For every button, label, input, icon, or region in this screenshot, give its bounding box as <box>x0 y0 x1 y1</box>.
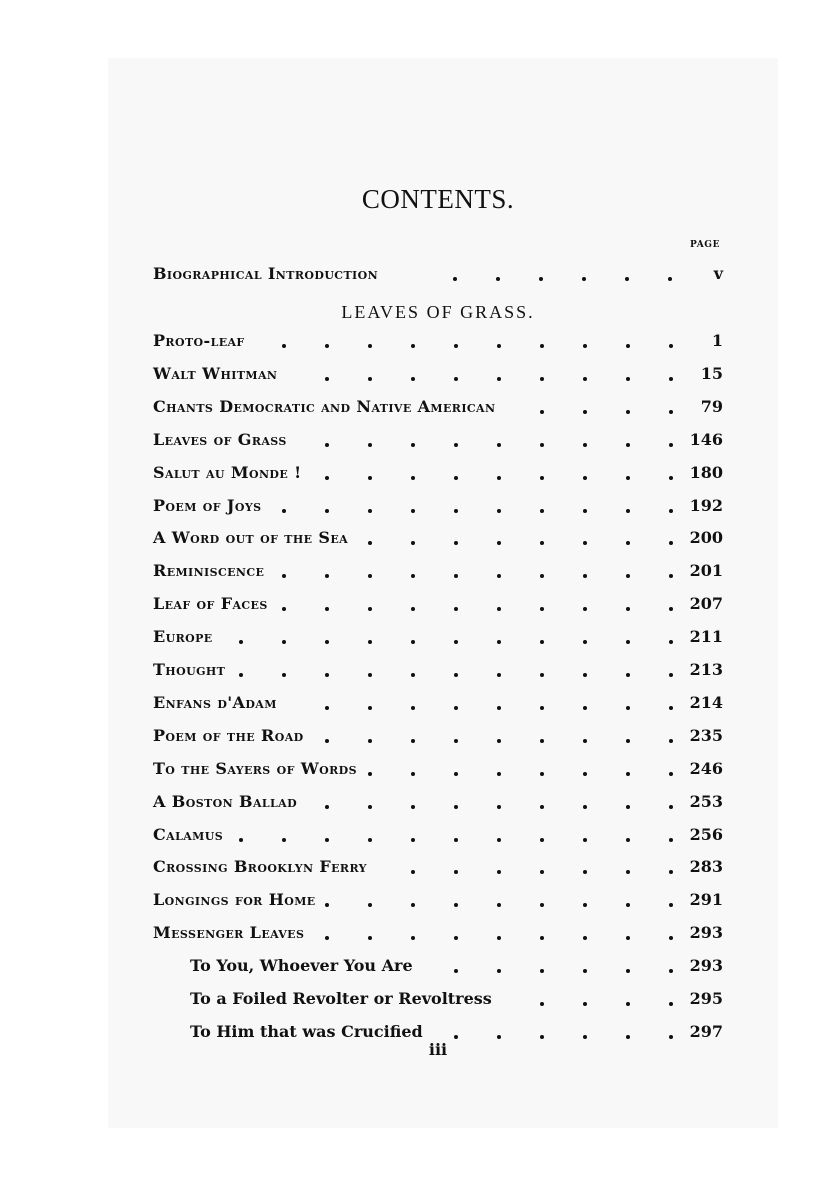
leader-dot <box>411 838 415 842</box>
toc-entry-title: To the Sayers of Words <box>153 758 357 778</box>
toc-row <box>153 561 723 585</box>
toc-row <box>153 890 723 914</box>
leader-dot <box>325 936 329 940</box>
section-title: LEAVES OF GRASS. <box>341 302 535 322</box>
leader-dot <box>411 936 415 940</box>
toc-entry-title: Enfans d'Adam <box>153 692 277 712</box>
leader-dot <box>497 673 501 677</box>
leader-dot <box>411 574 415 578</box>
leader-dot <box>497 739 501 743</box>
leader-dot <box>454 476 458 480</box>
leader-dot <box>368 344 372 348</box>
toc-row <box>153 923 723 947</box>
toc-row <box>153 989 723 1013</box>
toc-row <box>153 594 723 618</box>
leader-dot <box>325 706 329 710</box>
leader-dot <box>454 969 458 973</box>
leader-dot <box>411 706 415 710</box>
leader-dot <box>626 541 630 545</box>
leader-dot <box>540 476 544 480</box>
leader-dot <box>583 640 587 644</box>
leader-dot <box>368 739 372 743</box>
leader-dot <box>368 805 372 809</box>
leader-dots <box>153 825 673 849</box>
toc-entry-page: 246 <box>689 758 723 778</box>
leader-dot <box>368 574 372 578</box>
toc-entry-title: To a Foiled Revolter or Revoltress <box>190 989 492 1008</box>
leader-dot <box>540 739 544 743</box>
leader-dot <box>368 903 372 907</box>
leader-dot <box>497 541 501 545</box>
leader-dot <box>583 936 587 940</box>
toc-entry-page: 297 <box>689 1021 723 1041</box>
leader-dot <box>626 936 630 940</box>
leader-dot <box>540 1002 544 1006</box>
leader-dot <box>411 607 415 611</box>
leader-dot <box>497 706 501 710</box>
toc-entry-page: 79 <box>700 396 723 416</box>
leader-dot <box>497 969 501 973</box>
leader-dot <box>497 509 501 513</box>
leader-dot <box>540 903 544 907</box>
toc-entry-page: 214 <box>689 692 723 712</box>
leader-dot <box>540 838 544 842</box>
leader-dot <box>626 969 630 973</box>
leader-dot <box>583 607 587 611</box>
toc-row <box>153 759 723 783</box>
toc-row <box>153 857 723 881</box>
leader-dot <box>540 706 544 710</box>
leader-dot <box>411 640 415 644</box>
toc-entry-page: 293 <box>689 956 723 976</box>
leader-dot <box>411 870 415 874</box>
leader-dot <box>325 805 329 809</box>
leader-dot <box>454 443 458 447</box>
leader-dot <box>583 706 587 710</box>
leader-dot <box>368 443 372 447</box>
leader-dot <box>583 541 587 545</box>
leader-dot <box>497 936 501 940</box>
leader-dot <box>626 574 630 578</box>
leader-dot <box>454 838 458 842</box>
leader-dot <box>583 1035 587 1039</box>
leader-dot <box>583 443 587 447</box>
leader-dot <box>497 870 501 874</box>
leader-dot <box>626 706 630 710</box>
toc-entry-title: Biographical Introduction <box>153 264 379 283</box>
leader-dot <box>454 706 458 710</box>
leader-dot <box>626 870 630 874</box>
leader-dot <box>540 805 544 809</box>
leader-dot <box>454 739 458 743</box>
leader-dot <box>540 344 544 348</box>
toc-entry-title: Leaves of Grass <box>153 429 287 449</box>
leader-dot <box>325 344 329 348</box>
leader-dot <box>497 1035 501 1039</box>
leader-dot <box>325 640 329 644</box>
leader-dot <box>540 772 544 776</box>
toc-row <box>153 496 723 520</box>
toc-row <box>153 825 723 849</box>
toc-entry-page: 1 <box>711 331 723 350</box>
toc-entry-title: Crossing Brooklyn Ferry <box>153 857 367 877</box>
leader-dot <box>626 607 630 611</box>
toc-entry-page: 201 <box>689 561 723 581</box>
leader-dot <box>325 443 329 447</box>
leader-dot <box>368 476 372 480</box>
toc-row <box>153 364 723 388</box>
leader-dot <box>325 509 329 513</box>
leader-dot <box>454 870 458 874</box>
leader-dot <box>540 1035 544 1039</box>
leader-dot <box>454 903 458 907</box>
leader-dot <box>626 805 630 809</box>
toc-entry-page: 146 <box>689 429 723 449</box>
leader-dot <box>497 640 501 644</box>
leader-dot <box>626 739 630 743</box>
leader-dot <box>411 377 415 381</box>
leader-dot <box>411 903 415 907</box>
leader-dot <box>454 673 458 677</box>
toc-entry-page: 207 <box>689 594 723 614</box>
leader-dot <box>497 443 501 447</box>
toc-row <box>153 693 723 717</box>
leader-dot <box>583 772 587 776</box>
leader-dot <box>540 410 544 414</box>
leader-dot <box>540 936 544 940</box>
leader-dot <box>282 607 286 611</box>
leader-dot <box>325 838 329 842</box>
toc-entry-page: 235 <box>689 725 723 745</box>
toc-row <box>153 528 723 552</box>
leader-dots <box>153 627 673 651</box>
leader-dot <box>540 509 544 513</box>
toc-row <box>153 331 723 355</box>
leader-dot <box>368 838 372 842</box>
leader-dot <box>583 673 587 677</box>
toc-entry-title: Thought <box>153 660 226 679</box>
leader-dot <box>282 509 286 513</box>
toc-row <box>153 627 723 651</box>
leader-dot <box>497 377 501 381</box>
leader-dot <box>454 541 458 545</box>
leader-dot <box>626 509 630 513</box>
toc-entry-title: Messenger Leaves <box>153 923 305 943</box>
leader-dot <box>454 377 458 381</box>
leader-dot <box>583 739 587 743</box>
leader-dot <box>583 1002 587 1006</box>
leader-dot <box>368 936 372 940</box>
leader-dot <box>239 838 243 842</box>
leader-dot <box>325 739 329 743</box>
leader-dot <box>583 344 587 348</box>
toc-entry-title: Poem of Joys <box>153 495 262 515</box>
leader-dot <box>411 344 415 348</box>
leader-dots <box>153 660 673 684</box>
leader-dot <box>411 805 415 809</box>
toc-row <box>153 430 723 454</box>
leader-dot <box>583 805 587 809</box>
leader-dot <box>282 574 286 578</box>
leader-dot <box>368 541 372 545</box>
leader-dot <box>583 903 587 907</box>
toc-row <box>153 792 723 816</box>
leader-dot <box>368 377 372 381</box>
toc-entry-title: Leaf of Faces <box>153 594 268 614</box>
toc-entry-page: v <box>713 264 723 283</box>
toc-entry-page: 293 <box>689 923 723 943</box>
toc-entry-title: Poem of the Road <box>153 725 304 745</box>
page-title: CONTENTS. <box>361 184 515 214</box>
leader-dot <box>368 772 372 776</box>
leader-dot <box>626 410 630 414</box>
toc-entry-page: 256 <box>689 824 723 844</box>
leader-dot <box>325 673 329 677</box>
toc-entry-title: A Word out of the Sea <box>153 528 349 548</box>
toc-row <box>153 463 723 487</box>
toc-entry-page: 15 <box>700 363 723 383</box>
toc-entry-title: Salut au Monde ! <box>153 462 302 482</box>
leader-dot <box>540 607 544 611</box>
toc-entry-title: Calamus <box>153 824 224 844</box>
toc-entry-page: 295 <box>689 989 723 1008</box>
leader-dot <box>540 574 544 578</box>
toc-entry-page: 283 <box>689 857 723 877</box>
leader-dot <box>497 805 501 809</box>
leader-dot <box>497 607 501 611</box>
toc-entry-page: 192 <box>689 495 723 515</box>
leader-dot <box>411 509 415 513</box>
leader-dot <box>497 903 501 907</box>
toc-entry-title: To Him that was Crucified <box>190 1021 423 1041</box>
leader-dot <box>411 476 415 480</box>
leader-dot <box>626 443 630 447</box>
toc-entry-page: 213 <box>689 660 723 679</box>
leader-dot <box>282 838 286 842</box>
leader-dot <box>454 574 458 578</box>
leader-dot <box>454 509 458 513</box>
toc-entry-title: Europe <box>153 627 213 647</box>
leader-dot <box>583 476 587 480</box>
leader-dot <box>454 936 458 940</box>
toc-entry-page: 180 <box>689 462 723 482</box>
leader-dot <box>626 1002 630 1006</box>
toc-entry-title: Chants Democratic and Native American <box>153 396 496 416</box>
leader-dot <box>540 870 544 874</box>
leader-dot <box>325 377 329 381</box>
toc-entry-title: Longings for Home <box>153 890 316 910</box>
leader-dot <box>411 673 415 677</box>
toc-row <box>153 956 723 980</box>
leader-dot <box>411 739 415 743</box>
leader-dot <box>540 443 544 447</box>
toc-row <box>153 726 723 750</box>
leader-dot <box>540 640 544 644</box>
leader-dot <box>497 838 501 842</box>
leader-dot <box>368 706 372 710</box>
toc-entry-page: 253 <box>689 791 723 811</box>
leader-dot <box>497 344 501 348</box>
leader-dot <box>540 541 544 545</box>
leader-dot <box>497 772 501 776</box>
toc-entry-title: To You, Whoever You Are <box>190 956 413 976</box>
leader-dot <box>583 574 587 578</box>
leader-dot <box>325 574 329 578</box>
leader-dot <box>411 443 415 447</box>
toc-row-intro <box>153 264 723 288</box>
toc-entry-page: 291 <box>689 890 723 910</box>
leader-dot <box>239 640 243 644</box>
leader-dot <box>626 476 630 480</box>
leader-dot <box>626 903 630 907</box>
leader-dot <box>368 607 372 611</box>
toc-row <box>153 397 723 421</box>
leader-dot <box>282 344 286 348</box>
leader-dot <box>626 1035 630 1039</box>
leader-dot <box>368 640 372 644</box>
toc-entry-title: A Boston Ballad <box>153 791 298 811</box>
leader-dot <box>626 772 630 776</box>
leader-dot <box>583 870 587 874</box>
leader-dot <box>325 903 329 907</box>
leader-dot <box>282 673 286 677</box>
leader-dot <box>626 838 630 842</box>
leader-dot <box>239 673 243 677</box>
leader-dot <box>411 772 415 776</box>
leader-dot <box>540 673 544 677</box>
leader-dot <box>454 640 458 644</box>
leader-dot <box>282 640 286 644</box>
leader-dot <box>454 772 458 776</box>
toc-entry-title: Reminiscence <box>153 561 265 581</box>
leader-dot <box>583 377 587 381</box>
leader-dot <box>325 476 329 480</box>
leader-dot <box>454 607 458 611</box>
toc-entry-title: Walt Whitman <box>153 363 278 383</box>
leader-dot <box>454 1035 458 1039</box>
page-number: iii <box>428 1040 448 1059</box>
leader-dot <box>583 410 587 414</box>
leader-dot <box>368 673 372 677</box>
leader-dot <box>583 838 587 842</box>
leader-dot <box>454 805 458 809</box>
leader-dot <box>583 509 587 513</box>
leader-dot <box>454 344 458 348</box>
leader-dot <box>497 476 501 480</box>
page-column-heading: PAGE <box>690 240 721 250</box>
leader-dot <box>411 541 415 545</box>
leader-dot <box>626 640 630 644</box>
leader-dot <box>540 969 544 973</box>
leader-dot <box>626 377 630 381</box>
toc-entry-title: Proto-leaf <box>153 331 245 350</box>
toc-entry-page: 211 <box>689 627 723 647</box>
toc-row <box>153 660 723 684</box>
toc-entry-page: 200 <box>689 528 723 548</box>
leader-dot <box>626 344 630 348</box>
leader-dot <box>325 607 329 611</box>
leader-dot <box>540 377 544 381</box>
leader-dot <box>497 574 501 578</box>
leader-dot <box>626 673 630 677</box>
leader-dot <box>368 509 372 513</box>
leader-dot <box>583 969 587 973</box>
